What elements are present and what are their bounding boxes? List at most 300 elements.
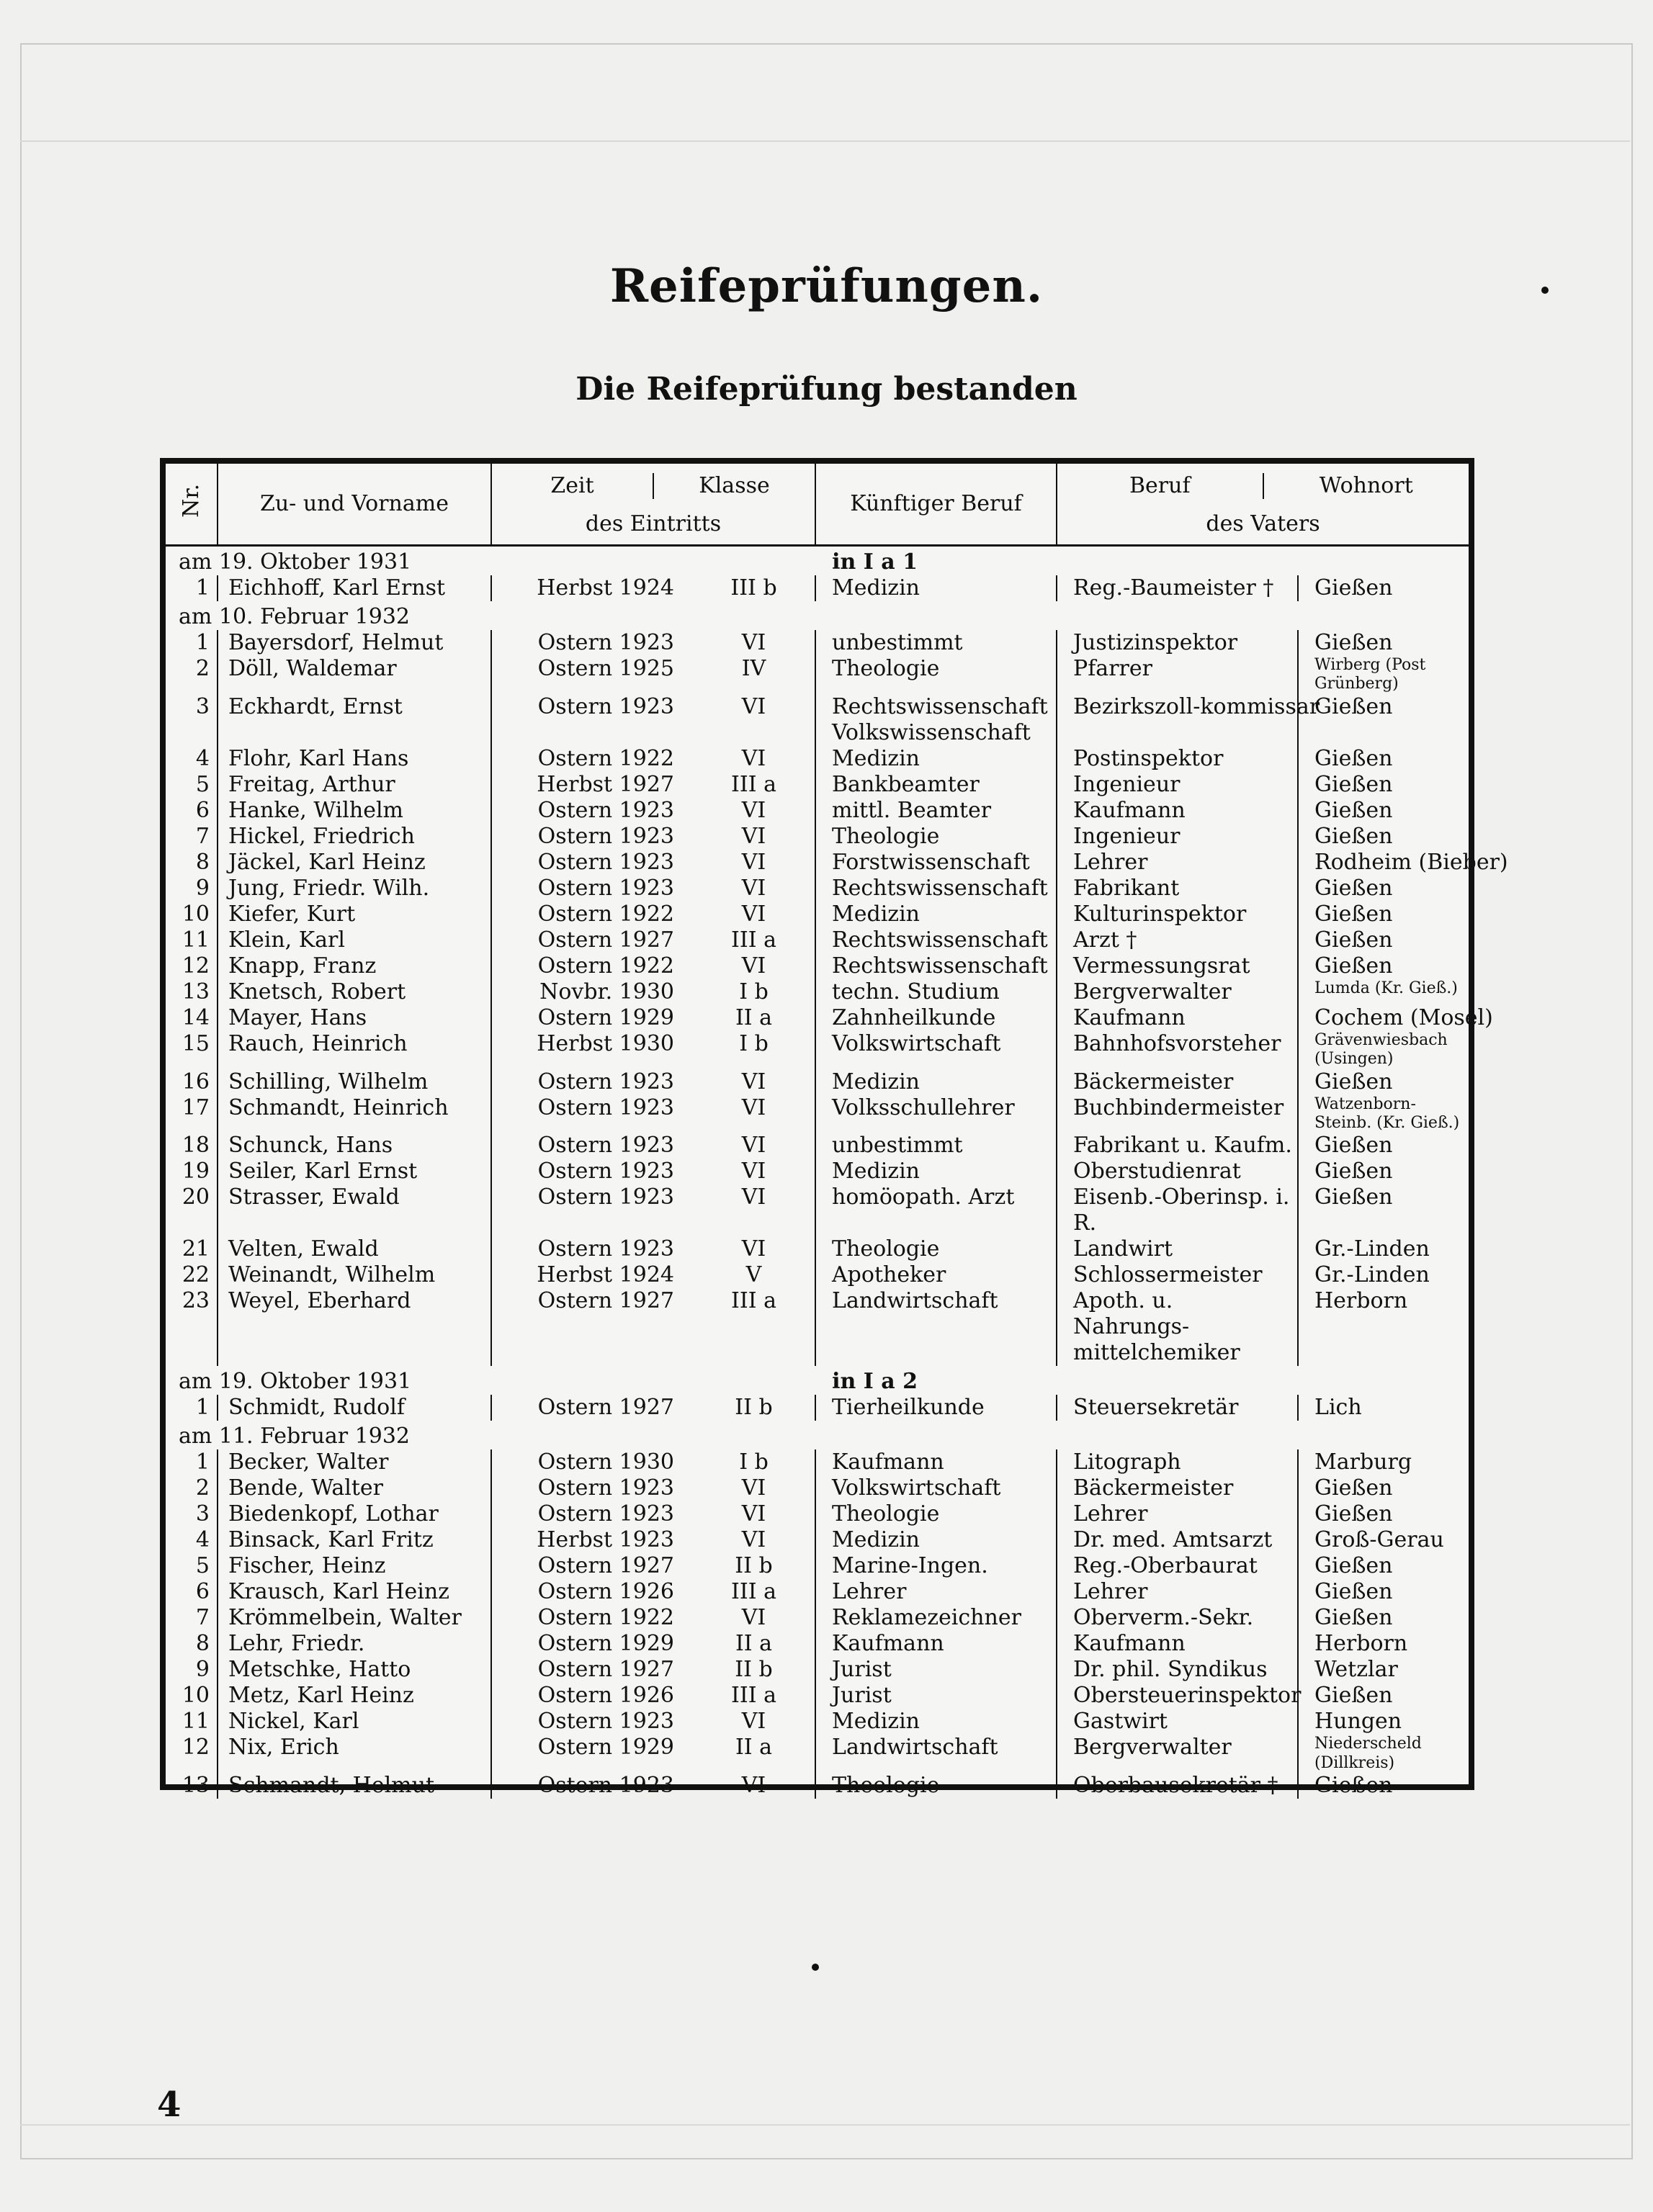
- header-kuenftiger-beruf: Künftiger Beruf: [815, 464, 1057, 546]
- cell-beruf-vater: Ingenieur: [1057, 824, 1298, 850]
- cell-zeit: Ostern 1922: [491, 953, 693, 979]
- header-nr: Nr.: [166, 464, 218, 546]
- cell-klasse: I b: [739, 1030, 769, 1056]
- cell-kuenftiger-beruf: Lehrer: [815, 1579, 1057, 1605]
- cell-klasse: VI: [741, 1501, 766, 1527]
- cell-name: Knetsch, Robert: [218, 979, 491, 1005]
- cell-kuenftiger-beruf: Reklamezeichner: [815, 1605, 1057, 1631]
- section-date: am 11. Februar 1932: [179, 1424, 411, 1449]
- table-row: [166, 1501, 1469, 1527]
- cell-klasse: VI: [741, 823, 766, 849]
- cell-name: Nix, Erich: [218, 1735, 491, 1773]
- table-row: [166, 1527, 1469, 1553]
- cell-zeit: Ostern 1927: [491, 1395, 693, 1421]
- cell-klasse: VI: [741, 797, 766, 823]
- cell-nr: 1: [195, 1395, 210, 1421]
- cell-name: Flohr, Karl Hans: [218, 746, 491, 772]
- cell-nr: 1: [195, 575, 210, 601]
- cell-wohnort: Lich: [1298, 1395, 1469, 1421]
- cell-zeit: Herbst 1930: [491, 1031, 693, 1069]
- cell-klasse: I b: [739, 1449, 769, 1475]
- cell-zeit: Ostern 1929: [491, 1631, 693, 1657]
- cell-kuenftiger-beruf: Theologie: [815, 1236, 1057, 1262]
- cell-wohnort: Marburg: [1298, 1449, 1469, 1475]
- cell-zeit: Ostern 1927: [491, 1553, 693, 1579]
- table-row: [166, 798, 1469, 824]
- cell-kuenftiger-beruf: Medizin: [815, 575, 1057, 601]
- section-date: am 10. Februar 1932: [179, 604, 411, 629]
- cell-kuenftiger-beruf: Landwirtschaft: [815, 1288, 1057, 1366]
- cell-zeit: Ostern 1929: [491, 1005, 693, 1031]
- table-row: [166, 1475, 1469, 1501]
- cell-kuenftiger-beruf: Zahnheilkunde: [815, 1005, 1057, 1031]
- cell-zeit: Ostern 1923: [491, 850, 693, 876]
- cell-wohnort: Gießen: [1298, 876, 1469, 902]
- cell-beruf-vater: Oberbausekretär †: [1057, 1773, 1298, 1799]
- cell-name: Seiler, Karl Ernst: [218, 1159, 491, 1184]
- cell-zeit: Novbr. 1930: [491, 979, 693, 1005]
- table-row: [166, 694, 1469, 746]
- cell-klasse: II a: [735, 1004, 773, 1030]
- cell-nr: 6: [195, 797, 210, 823]
- cell-nr: 7: [195, 823, 210, 849]
- section-spacer: [1057, 601, 1469, 630]
- header-beruf: Beruf: [1129, 473, 1191, 498]
- cell-name: Becker, Walter: [218, 1449, 491, 1475]
- table-row: [166, 979, 1469, 1005]
- cell-klasse: VI: [741, 1527, 766, 1553]
- cell-klasse: III a: [731, 927, 776, 953]
- cell-nr: 10: [182, 1683, 210, 1709]
- cell-beruf-vater: Oberstudienrat: [1057, 1159, 1298, 1184]
- table-row: [166, 1005, 1469, 1031]
- cell-kuenftiger-beruf: Landwirtschaft: [815, 1735, 1057, 1773]
- header-vater: [1057, 464, 1469, 546]
- table-row: [166, 1605, 1469, 1631]
- header-klasse: Klasse: [653, 473, 815, 499]
- cell-kuenftiger-beruf: Medizin: [815, 746, 1057, 772]
- page-title: Reifeprüfungen.: [609, 259, 1044, 313]
- section-class: [693, 1421, 1057, 1449]
- cell-name: Hanke, Wilhelm: [218, 798, 491, 824]
- cell-beruf-vater: Bergverwalter: [1057, 979, 1298, 1005]
- cell-nr: 13: [182, 979, 210, 1004]
- cell-beruf-vater: Dr. med. Amtsarzt: [1057, 1527, 1298, 1553]
- table-row: [166, 1657, 1469, 1683]
- table-row: [166, 1095, 1469, 1133]
- cell-wohnort: Gießen: [1298, 798, 1469, 824]
- cell-nr: 1: [195, 630, 210, 655]
- cell-klasse: VI: [741, 1475, 766, 1501]
- cell-name: Jung, Friedr. Wilh.: [218, 876, 491, 902]
- cell-name: Bayersdorf, Helmut: [218, 630, 491, 656]
- cell-beruf-vater: Bäckermeister: [1057, 1069, 1298, 1095]
- cell-kuenftiger-beruf: Medizin: [815, 1069, 1057, 1095]
- table-row: [166, 902, 1469, 927]
- cell-wohnort: Gießen: [1298, 1605, 1469, 1631]
- cell-name: Knapp, Franz: [218, 953, 491, 979]
- cell-beruf-vater: Bahnhofsvorsteher: [1057, 1031, 1298, 1069]
- cell-zeit: Ostern 1923: [491, 1095, 693, 1133]
- cell-wohnort: Gr.-Linden: [1298, 1236, 1469, 1262]
- cell-nr: 11: [182, 927, 210, 953]
- cell-beruf-vater: Fabrikant u. Kaufm.: [1057, 1133, 1298, 1159]
- cell-wohnort: Groß-Gerau: [1298, 1527, 1469, 1553]
- cell-kuenftiger-beruf: Rechtswissenschaft: [815, 927, 1057, 953]
- cell-zeit: Ostern 1923: [491, 1069, 693, 1095]
- cell-kuenftiger-beruf: Forstwissenschaft: [815, 850, 1057, 876]
- section-header-row: [166, 601, 1469, 630]
- page-subtitle: Die Reifeprüfung bestanden: [575, 371, 1078, 408]
- cell-kuenftiger-beruf: mittl. Beamter: [815, 798, 1057, 824]
- cell-kuenftiger-beruf: Jurist: [815, 1657, 1057, 1683]
- cell-name: Mayer, Hans: [218, 1005, 491, 1031]
- table-row: [166, 1184, 1469, 1236]
- cell-zeit: Ostern 1923: [491, 876, 693, 902]
- cell-kuenftiger-beruf: Marine-Ingen.: [815, 1553, 1057, 1579]
- cell-wohnort: Gießen: [1298, 927, 1469, 953]
- cell-nr: 2: [195, 656, 210, 681]
- cell-name: Bende, Walter: [218, 1475, 491, 1501]
- cell-beruf-vater: Landwirt: [1057, 1236, 1298, 1262]
- cell-klasse: II a: [735, 1735, 773, 1761]
- cell-nr: 8: [195, 849, 210, 875]
- cell-beruf-vater: Schlossermeister: [1057, 1262, 1298, 1288]
- print-dot: [812, 1964, 819, 1971]
- section-header-row: [166, 1421, 1469, 1449]
- cell-wohnort: Watzenborn-Steinb. (Kr. Gieß.): [1298, 1095, 1469, 1133]
- section-class: [693, 601, 1057, 630]
- cell-zeit: Ostern 1926: [491, 1683, 693, 1709]
- show-through-line: [20, 2124, 1630, 2126]
- cell-kuenftiger-beruf: Theologie: [815, 656, 1057, 694]
- cell-klasse: VI: [741, 875, 766, 901]
- cell-name: Krausch, Karl Heinz: [218, 1579, 491, 1605]
- cell-beruf-vater: Kaufmann: [1057, 798, 1298, 824]
- cell-nr: 14: [182, 1004, 210, 1030]
- cell-name: Rauch, Heinrich: [218, 1031, 491, 1069]
- cell-wohnort: Gießen: [1298, 772, 1469, 798]
- cell-zeit: Herbst 1927: [491, 772, 693, 798]
- cell-beruf-vater: Ingenieur: [1057, 772, 1298, 798]
- cell-nr: 4: [195, 745, 210, 771]
- cell-name: Döll, Waldemar: [218, 656, 491, 694]
- cell-name: Weinandt, Wilhelm: [218, 1262, 491, 1288]
- cell-name: Klein, Karl: [218, 927, 491, 953]
- section-spacer: [1057, 1421, 1469, 1449]
- cell-beruf-vater: Steuersekretär: [1057, 1395, 1298, 1421]
- cell-beruf-vater: Vermessungsrat: [1057, 953, 1298, 979]
- cell-kuenftiger-beruf: Medizin: [815, 1159, 1057, 1184]
- table-row: [166, 1069, 1469, 1095]
- cell-zeit: Ostern 1923: [491, 694, 693, 746]
- cell-wohnort: Gießen: [1298, 1501, 1469, 1527]
- table-row: [166, 1553, 1469, 1579]
- cell-wohnort: Gießen: [1298, 1184, 1469, 1236]
- section-header-row: [166, 546, 1469, 576]
- cell-wohnort: Gießen: [1298, 1069, 1469, 1095]
- cell-wohnort: Gießen: [1298, 1683, 1469, 1709]
- cell-name: Hickel, Friedrich: [218, 824, 491, 850]
- cell-zeit: Ostern 1923: [491, 798, 693, 824]
- cell-nr: 4: [195, 1527, 210, 1553]
- cell-klasse: VI: [741, 1094, 766, 1120]
- cell-wohnort: Gießen: [1298, 902, 1469, 927]
- cell-zeit: Ostern 1923: [491, 1501, 693, 1527]
- cell-kuenftiger-beruf: Volkswirtschaft: [815, 1475, 1057, 1501]
- table-row: [166, 746, 1469, 772]
- cell-wohnort: Cochem (Mosel): [1298, 1005, 1469, 1031]
- cell-klasse: III b: [730, 575, 777, 601]
- table-row: [166, 876, 1469, 902]
- cell-kuenftiger-beruf: Kaufmann: [815, 1449, 1057, 1475]
- cell-beruf-vater: Reg.-Baumeister †: [1057, 575, 1298, 601]
- cell-nr: 6: [195, 1579, 210, 1605]
- cell-nr: 12: [182, 1735, 210, 1761]
- cell-name: Eckhardt, Ernst: [218, 694, 491, 746]
- cell-klasse: VI: [741, 630, 766, 655]
- cell-nr: 2: [195, 1475, 210, 1501]
- cell-klasse: IV: [741, 656, 766, 681]
- cell-nr: 18: [182, 1133, 210, 1159]
- header-wohnort: Wohnort: [1263, 473, 1469, 499]
- cell-klasse: VI: [741, 1236, 766, 1262]
- cell-klasse: VI: [741, 1069, 766, 1094]
- table-row: [166, 1236, 1469, 1262]
- cell-kuenftiger-beruf: Jurist: [815, 1683, 1057, 1709]
- header-name: Zu- und Vorname: [218, 464, 491, 546]
- cell-beruf-vater: Lehrer: [1057, 1579, 1298, 1605]
- cell-beruf-vater: Oberverm.-Sekr.: [1057, 1605, 1298, 1631]
- cell-nr: 22: [182, 1262, 210, 1288]
- cell-zeit: Ostern 1923: [491, 824, 693, 850]
- table-row: [166, 656, 1469, 694]
- cell-klasse: VI: [741, 1709, 766, 1735]
- cell-wohnort: Herborn: [1298, 1288, 1469, 1366]
- cell-klasse: VI: [741, 1184, 766, 1210]
- cell-nr: 3: [195, 1501, 210, 1527]
- cell-beruf-vater: Eisenb.-Oberinsp. i. R.: [1057, 1184, 1298, 1236]
- cell-klasse: VI: [741, 901, 766, 927]
- table-header-row: [166, 464, 1469, 546]
- table-row: [166, 1133, 1469, 1159]
- cell-nr: 10: [182, 901, 210, 927]
- cell-kuenftiger-beruf: Volksschullehrer: [815, 1095, 1057, 1133]
- cell-beruf-vater: Gastwirt: [1057, 1709, 1298, 1735]
- table-row: [166, 1773, 1469, 1799]
- cell-kuenftiger-beruf: Rechtswissenschaft Volkswissenschaft: [815, 694, 1057, 746]
- table-row: [166, 1449, 1469, 1475]
- cell-name: Schmandt, Helmut: [218, 1773, 491, 1799]
- cell-klasse: II b: [735, 1657, 773, 1683]
- cell-nr: 16: [182, 1069, 210, 1094]
- cell-nr: 7: [195, 1605, 210, 1631]
- cell-name: Weyel, Eberhard: [218, 1288, 491, 1366]
- cell-beruf-vater: Obersteuerinspektor: [1057, 1683, 1298, 1709]
- table-row: [166, 953, 1469, 979]
- table-row: [166, 1159, 1469, 1184]
- cell-beruf-vater: Dr. phil. Syndikus: [1057, 1657, 1298, 1683]
- cell-wohnort: Gießen: [1298, 1579, 1469, 1605]
- table-row: [166, 1683, 1469, 1709]
- cell-zeit: Herbst 1924: [491, 575, 693, 601]
- cell-name: Kiefer, Kurt: [218, 902, 491, 927]
- cell-klasse: I b: [739, 979, 769, 1004]
- results-table-frame: [160, 458, 1508, 1799]
- cell-kuenftiger-beruf: Apotheker: [815, 1262, 1057, 1288]
- cell-wohnort: Gießen: [1298, 746, 1469, 772]
- cell-beruf-vater: Kaufmann: [1057, 1005, 1298, 1031]
- cell-wohnort: Gießen: [1298, 1553, 1469, 1579]
- cell-klasse: III a: [731, 1579, 776, 1605]
- cell-name: Freitag, Arthur: [218, 772, 491, 798]
- cell-zeit: Ostern 1923: [491, 1709, 693, 1735]
- cell-wohnort: Herborn: [1298, 1631, 1469, 1657]
- cell-wohnort: Rodheim (Bieber): [1298, 850, 1469, 876]
- cell-name: Schmandt, Heinrich: [218, 1095, 491, 1133]
- cell-beruf-vater: Postinspektor: [1057, 746, 1298, 772]
- cell-name: Fischer, Heinz: [218, 1553, 491, 1579]
- cell-name: Jäckel, Karl Heinz: [218, 850, 491, 876]
- table-row: [166, 850, 1469, 876]
- cell-beruf-vater: Kaufmann: [1057, 1631, 1298, 1657]
- section-class: in I a 2: [832, 1369, 918, 1395]
- cell-kuenftiger-beruf: Theologie: [815, 1501, 1057, 1527]
- cell-klasse: V: [745, 1262, 762, 1288]
- results-table: [166, 464, 1508, 1799]
- cell-klasse: VI: [741, 1605, 766, 1631]
- cell-nr: 5: [195, 1553, 210, 1579]
- cell-wohnort: Gießen: [1298, 1773, 1469, 1799]
- cell-name: Nickel, Karl: [218, 1709, 491, 1735]
- table-row: [166, 1735, 1469, 1773]
- cell-klasse: II b: [735, 1395, 773, 1421]
- cell-beruf-vater: Bergverwalter: [1057, 1735, 1298, 1773]
- table-body: [166, 546, 1508, 1799]
- cell-zeit: Ostern 1922: [491, 746, 693, 772]
- cell-kuenftiger-beruf: Tierheilkunde: [815, 1395, 1057, 1421]
- cell-nr: 11: [182, 1709, 210, 1735]
- section-spacer: [1057, 546, 1469, 576]
- cell-zeit: Ostern 1925: [491, 656, 693, 694]
- cell-wohnort: Gießen: [1298, 1159, 1469, 1184]
- cell-zeit: Ostern 1923: [491, 1236, 693, 1262]
- cell-wohnort: Lumda (Kr. Gieß.): [1298, 979, 1469, 1005]
- cell-kuenftiger-beruf: Theologie: [815, 1773, 1057, 1799]
- section-date: am 19. Oktober 1931: [179, 549, 412, 575]
- cell-zeit: Ostern 1923: [491, 1475, 693, 1501]
- cell-kuenftiger-beruf: Kaufmann: [815, 1631, 1057, 1657]
- cell-wohnort: Gießen: [1298, 630, 1469, 656]
- section-spacer: [1057, 1366, 1469, 1395]
- cell-beruf-vater: Litograph: [1057, 1449, 1298, 1475]
- cell-wohnort: Gießen: [1298, 575, 1469, 601]
- cell-klasse: III a: [731, 1683, 776, 1709]
- cell-nr: 20: [182, 1184, 210, 1210]
- cell-klasse: III a: [731, 1288, 776, 1314]
- table-row: [166, 1579, 1469, 1605]
- cell-kuenftiger-beruf: Medizin: [815, 902, 1057, 927]
- header-des-eintritts: des Eintritts: [585, 511, 722, 536]
- cell-nr: 13: [182, 1773, 210, 1799]
- cell-beruf-vater: Kulturinspektor: [1057, 902, 1298, 927]
- cell-beruf-vater: Fabrikant: [1057, 876, 1298, 902]
- cell-beruf-vater: Bezirkszoll-kommissar: [1057, 694, 1298, 746]
- cell-klasse: VI: [741, 693, 766, 719]
- table-row: [166, 1262, 1469, 1288]
- cell-wohnort: Grävenwiesbach (Usingen): [1298, 1031, 1469, 1069]
- section-header-row: [166, 1366, 1469, 1395]
- cell-klasse: III a: [731, 771, 776, 797]
- page-number: 4: [157, 2085, 182, 2125]
- cell-beruf-vater: Pfarrer: [1057, 656, 1298, 694]
- cell-klasse: II a: [735, 1631, 773, 1657]
- cell-nr: 9: [195, 1657, 210, 1683]
- cell-wohnort: Gießen: [1298, 1475, 1469, 1501]
- cell-zeit: Ostern 1923: [491, 630, 693, 656]
- table-row: [166, 824, 1469, 850]
- cell-beruf-vater: Lehrer: [1057, 850, 1298, 876]
- cell-kuenftiger-beruf: unbestimmt: [815, 1133, 1057, 1159]
- cell-klasse: II b: [735, 1553, 773, 1579]
- table-row: [166, 772, 1469, 798]
- cell-kuenftiger-beruf: Theologie: [815, 824, 1057, 850]
- table-row: [166, 575, 1469, 601]
- cell-nr: 21: [182, 1236, 210, 1262]
- cell-nr: 8: [195, 1631, 210, 1657]
- cell-nr: 23: [182, 1288, 210, 1314]
- cell-zeit: Ostern 1923: [491, 1159, 693, 1184]
- cell-zeit: Ostern 1923: [491, 1133, 693, 1159]
- cell-zeit: Ostern 1930: [491, 1449, 693, 1475]
- table-row: [166, 927, 1469, 953]
- cell-kuenftiger-beruf: Rechtswissenschaft: [815, 953, 1057, 979]
- section-class: in I a 1: [832, 549, 918, 575]
- cell-klasse: VI: [741, 1773, 766, 1799]
- cell-kuenftiger-beruf: homöopath. Arzt: [815, 1184, 1057, 1236]
- cell-beruf-vater: Lehrer: [1057, 1501, 1298, 1527]
- cell-name: Lehr, Friedr.: [218, 1631, 491, 1657]
- cell-beruf-vater: Buchbindermeister: [1057, 1095, 1298, 1133]
- header-eintritt: [491, 464, 815, 546]
- cell-nr: 5: [195, 771, 210, 797]
- cell-wohnort: Gießen: [1298, 1133, 1469, 1159]
- cell-name: Eichhoff, Karl Ernst: [218, 575, 491, 601]
- cell-kuenftiger-beruf: unbestimmt: [815, 630, 1057, 656]
- cell-beruf-vater: Bäckermeister: [1057, 1475, 1298, 1501]
- cell-name: Binsack, Karl Fritz: [218, 1527, 491, 1553]
- cell-klasse: VI: [741, 849, 766, 875]
- show-through-line: [20, 140, 1630, 142]
- cell-kuenftiger-beruf: techn. Studium: [815, 979, 1057, 1005]
- cell-nr: 1: [195, 1449, 210, 1475]
- cell-wohnort: Gießen: [1298, 824, 1469, 850]
- header-des-vaters: des Vaters: [1206, 511, 1320, 536]
- cell-name: Strasser, Ewald: [218, 1184, 491, 1236]
- cell-wohnort: Niederscheld (Dillkreis): [1298, 1735, 1469, 1773]
- cell-name: Schunck, Hans: [218, 1133, 491, 1159]
- cell-zeit: Ostern 1926: [491, 1579, 693, 1605]
- cell-nr: 15: [182, 1030, 210, 1056]
- cell-nr: 17: [182, 1094, 210, 1120]
- cell-kuenftiger-beruf: Bankbeamter: [815, 772, 1057, 798]
- cell-zeit: Herbst 1924: [491, 1262, 693, 1288]
- cell-name: Biedenkopf, Lothar: [218, 1501, 491, 1527]
- cell-klasse: VI: [741, 1159, 766, 1184]
- cell-zeit: Ostern 1927: [491, 1657, 693, 1683]
- cell-zeit: Ostern 1923: [491, 1184, 693, 1236]
- cell-wohnort: Hungen: [1298, 1709, 1469, 1735]
